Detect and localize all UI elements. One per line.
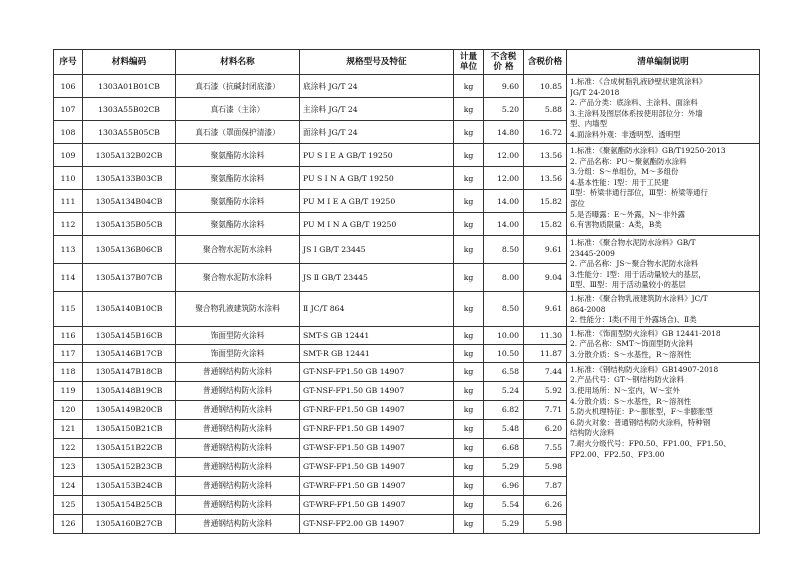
row-pre-tax-price: 8.50 [484, 236, 524, 264]
row-pre-tax-price: 14.80 [484, 121, 524, 144]
row-spec: SMT-R GB 12441 [300, 344, 454, 362]
row-material-code: 1305A137B07CB [83, 263, 176, 291]
row-material-code: 1305A151B22CB [83, 438, 176, 457]
note-line: 2. 产品名称：SMT～饰面型防火涂料 [570, 339, 694, 349]
row-seq: 115 [54, 291, 83, 326]
row-pre-tax-price: 12.00 [484, 167, 524, 190]
row-unit: kg [454, 167, 484, 190]
row-material-code: 1305A150B21CB [83, 419, 176, 438]
row-material-name: 普通钢结构防火涂料 [176, 381, 300, 400]
note-line: 1.标准：《合成树脂乳液砂壁状建筑涂料》 [570, 77, 707, 86]
row-material-name: 普通钢结构防火涂料 [176, 476, 300, 495]
row-spec: GT-WRF-FP1.50 GB 14907 [300, 495, 454, 514]
note-line: 4.基本性能：Ⅰ型：用于工民建 [570, 177, 669, 187]
row-seq: 110 [54, 167, 83, 190]
row-material-code: 1305A152B23CB [83, 457, 176, 476]
row-tax-incl-price: 7.71 [524, 400, 567, 419]
row-seq: 124 [54, 476, 83, 495]
table-row [54, 291, 760, 326]
row-tax-incl-price: 10.85 [524, 75, 567, 98]
note-line: 2. 产品名称：JS～聚合物水泥防水涂料 [570, 259, 699, 269]
row-seq: 113 [54, 236, 83, 264]
row-spec: 主涂料 JG/T 24 [300, 98, 454, 121]
row-seq: 118 [54, 362, 83, 381]
row-tax-incl-price: 9.04 [524, 263, 567, 291]
row-material-code: 1305A136B06CB [83, 236, 176, 264]
row-unit: kg [454, 495, 484, 514]
row-spec: 面涂料 JG/T 24 [300, 121, 454, 144]
row-pre-tax-price: 5.24 [484, 381, 524, 400]
row-seq: 107 [54, 98, 83, 121]
row-unit: kg [454, 236, 484, 264]
row-material-name: 普通钢结构防火涂料 [176, 514, 300, 533]
note-cell-g3 [567, 236, 760, 292]
row-tax-incl-price: 5.98 [524, 514, 567, 533]
note-line: 2.产品代号：GT～钢结构防火涂料 [570, 375, 684, 385]
row-material-name: 普通钢结构防火涂料 [176, 438, 300, 457]
note-cell-g2 [567, 144, 760, 236]
row-material-name: 普通钢结构防火涂料 [176, 457, 300, 476]
note-line: 3.性能分：Ⅰ型：用于活动量较大的基层， [570, 269, 706, 279]
row-material-name: 饰面型防火涂料 [176, 344, 300, 362]
row-material-code: 1305A147B18CB [83, 362, 176, 381]
row-spec: JS Ⅱ GB/T 23445 [300, 263, 454, 291]
row-spec: PU M Ⅰ E A GB/T 19250 [300, 190, 454, 213]
note-line: 部位 [570, 198, 585, 208]
row-unit: kg [454, 190, 484, 213]
table-row [54, 236, 760, 264]
row-pre-tax-price: 12.00 [484, 144, 524, 167]
note-line: 4.分散介质：S～水基性，R～溶剂性 [570, 396, 692, 406]
row-tax-incl-price: 5.88 [524, 98, 567, 121]
row-pre-tax-price: 5.29 [484, 457, 524, 476]
row-material-code: 1305A160B27CB [83, 514, 176, 533]
row-spec: GT-NSF-FP1.50 GB 14907 [300, 381, 454, 400]
row-pre-tax-price: 10.00 [484, 326, 524, 344]
row-seq: 106 [54, 75, 83, 98]
note-line: 6.防火对象：普通钢结构防火涂料，特种钢 [570, 417, 711, 427]
row-material-name: 聚氨酯防水涂料 [176, 167, 300, 190]
row-seq: 119 [54, 381, 83, 400]
row-material-code: 1303A55B05CB [83, 121, 176, 144]
note-line: 3.主涂料及图层体系按使用部位分：外墙 [570, 108, 703, 118]
row-material-name: 聚合物水泥防水涂料 [176, 236, 300, 264]
header-tax-incl-price: 含税价格 [524, 50, 567, 75]
row-seq: 125 [54, 495, 83, 514]
note-line: Ⅱ型：桥梁非通行部位，Ⅲ型：桥梁等通行 [570, 188, 708, 198]
row-pre-tax-price: 6.68 [484, 438, 524, 457]
row-unit: kg [454, 344, 484, 362]
row-tax-incl-price: 13.56 [524, 167, 567, 190]
row-seq: 116 [54, 326, 83, 344]
row-pre-tax-price: 5.29 [484, 514, 524, 533]
row-unit: kg [454, 98, 484, 121]
row-material-code: 1305A140B10CB [83, 291, 176, 326]
header-code: 材料编码 [83, 50, 176, 75]
table-row [54, 144, 760, 167]
note-line: 3.分散介质：S～水基性，R～溶剂性 [570, 349, 692, 359]
row-pre-tax-price: 8.00 [484, 263, 524, 291]
row-spec: JS Ⅰ GB/T 23445 [300, 236, 454, 264]
row-spec: PU S Ⅰ N A GB/T 19250 [300, 167, 454, 190]
row-material-code: 1305A145B16CB [83, 326, 176, 344]
note-line: 2. 产品分类：底涂料、主涂料、面涂料 [570, 98, 698, 108]
header-pre-tax-price: 不含税 价 格 [484, 50, 524, 75]
row-material-name: 聚氨酯防水涂料 [176, 190, 300, 213]
row-tax-incl-price: 9.61 [524, 236, 567, 264]
row-material-code: 1305A133B03CB [83, 167, 176, 190]
row-material-code: 1303A55B02CB [83, 98, 176, 121]
row-spec: GT-NSF-FP2.00 GB 14907 [300, 514, 454, 533]
note-cell-g1 [567, 75, 760, 144]
row-pre-tax-price: 8.50 [484, 291, 524, 326]
row-pre-tax-price: 6.58 [484, 362, 524, 381]
row-unit: kg [454, 438, 484, 457]
row-tax-incl-price: 15.82 [524, 213, 567, 236]
row-tax-incl-price: 6.20 [524, 419, 567, 438]
row-spec: GT-WRF-FP1.50 GB 14907 [300, 476, 454, 495]
row-seq: 109 [54, 144, 83, 167]
material-price-table [53, 49, 760, 534]
note-line: 5.防火机理特征：P～膨胀型，F～非膨胀型 [570, 407, 713, 417]
row-pre-tax-price: 10.50 [484, 344, 524, 362]
row-material-code: 1303A01B01CB [83, 75, 176, 98]
row-material-code: 1305A146B17CB [83, 344, 176, 362]
note-line: 3.使用场所：N～室内，W～室外 [570, 385, 680, 395]
note-cell-g6 [567, 362, 760, 533]
row-spec: SMT-S GB 12441 [300, 326, 454, 344]
row-material-name: 聚氨酯防水涂料 [176, 144, 300, 167]
note-line: 1.标准：《聚氨酯防水涂料》GB/T19250-2013 [570, 146, 726, 155]
note-line: 1.标准：《饰面型防火涂料》GB 12441-2018 [570, 328, 721, 338]
row-material-name: 饰面型防火涂料 [176, 326, 300, 344]
row-unit: kg [454, 326, 484, 344]
row-unit: kg [454, 362, 484, 381]
row-material-code: 1305A148B19CB [83, 381, 176, 400]
note-cell-g4 [567, 291, 760, 326]
row-material-name: 聚合物水泥防水涂料 [176, 263, 300, 291]
note-line: 2. 性能分：Ⅰ类(不用于外露场合)、Ⅱ类 [570, 315, 697, 325]
row-spec: PU S Ⅰ E A GB/T 19250 [300, 144, 454, 167]
row-tax-incl-price: 6.26 [524, 495, 567, 514]
row-material-code: 1305A135B05CB [83, 213, 176, 236]
table-row [54, 326, 760, 344]
row-seq: 126 [54, 514, 83, 533]
row-tax-incl-price: 7.44 [524, 362, 567, 381]
note-line: 23445-2009 [570, 248, 615, 258]
row-tax-incl-price: 16.72 [524, 121, 567, 144]
row-unit: kg [454, 263, 484, 291]
row-spec: 底涂料 JG/T 24 [300, 75, 454, 98]
row-tax-incl-price: 9.61 [524, 291, 567, 326]
header-note: 清单编制说明 [567, 50, 760, 75]
row-seq: 120 [54, 400, 83, 419]
row-pre-tax-price: 9.60 [484, 75, 524, 98]
row-material-name: 真石漆（抗碱封闭底漆） [176, 75, 300, 98]
row-pre-tax-price: 14.00 [484, 213, 524, 236]
row-seq: 117 [54, 344, 83, 362]
row-material-code: 1305A134B04CB [83, 190, 176, 213]
row-spec: GT-WSF-FP1.50 GB 14907 [300, 438, 454, 457]
row-tax-incl-price: 11.87 [524, 344, 567, 362]
row-seq: 121 [54, 419, 83, 438]
row-unit: kg [454, 419, 484, 438]
row-material-name: 普通钢结构防火涂料 [176, 400, 300, 419]
row-pre-tax-price: 6.82 [484, 400, 524, 419]
row-seq: 122 [54, 438, 83, 457]
row-unit: kg [454, 381, 484, 400]
note-line: 1.标准：《聚合物乳液建筑防水涂料》JC/T [570, 293, 708, 303]
row-material-code: 1305A132B02CB [83, 144, 176, 167]
row-unit: kg [454, 121, 484, 144]
row-material-code: 1305A154B25CB [83, 495, 176, 514]
row-tax-incl-price: 11.30 [524, 326, 567, 344]
note-line: 5.是否曝露：E～外露，N～非外露 [570, 209, 685, 219]
note-line: 864-2008 [570, 304, 606, 314]
row-pre-tax-price: 6.96 [484, 476, 524, 495]
row-unit: kg [454, 457, 484, 476]
row-material-name: 真石漆（罩面保护清漆） [176, 121, 300, 144]
row-unit: kg [454, 75, 484, 98]
note-line: 1.标准：《聚合物水泥防水涂料》GB/T [570, 238, 696, 247]
row-tax-incl-price: 7.87 [524, 476, 567, 495]
row-material-name: 聚氨酯防水涂料 [176, 213, 300, 236]
row-material-code: 1305A149B20CB [83, 400, 176, 419]
row-unit: kg [454, 476, 484, 495]
row-pre-tax-price: 5.54 [484, 495, 524, 514]
row-tax-incl-price: 5.92 [524, 381, 567, 400]
note-line: 2. 产品名称：PU～聚氨酯防水涂料 [570, 156, 687, 166]
row-spec: GT-NSF-FP1.50 GB 14907 [300, 362, 454, 381]
row-spec: GT-NRF-FP1.50 GB 14907 [300, 400, 454, 419]
row-material-name: 聚合物乳液建筑防水涂料 [176, 291, 300, 326]
row-material-code: 1305A153B24CB [83, 476, 176, 495]
row-unit: kg [454, 144, 484, 167]
row-material-name: 真石漆（主涂） [176, 98, 300, 121]
row-tax-incl-price: 15.82 [524, 190, 567, 213]
note-line: Ⅱ型、Ⅲ型：用于活动量较小的基层 [570, 280, 686, 290]
table-row [54, 75, 760, 98]
header-unit: 计量 单位 [454, 50, 484, 75]
note-line: FP2.00、FP2.50、FP3.00 [570, 449, 665, 459]
note-line: 3.分组：S～单组份，M～多组份 [570, 167, 679, 177]
row-tax-incl-price: 7.55 [524, 438, 567, 457]
row-unit: kg [454, 213, 484, 236]
note-line: 6.有害物质限量：A类，B类 [570, 220, 662, 230]
row-seq: 108 [54, 121, 83, 144]
header-seq: 序号 [54, 50, 83, 75]
note-line: 结构防火涂料 [570, 428, 615, 438]
row-seq: 123 [54, 457, 83, 476]
table-row [54, 362, 760, 381]
row-spec: Ⅱ JC/T 864 [300, 291, 454, 326]
row-spec: PU M Ⅰ N A GB/T 19250 [300, 213, 454, 236]
row-unit: kg [454, 400, 484, 419]
row-material-name: 普通钢结构防火涂料 [176, 362, 300, 381]
row-pre-tax-price: 5.48 [484, 419, 524, 438]
note-line: 1.标准：《钢结构防火涂料》GB14907-2018 [570, 364, 719, 374]
row-tax-incl-price: 5.98 [524, 457, 567, 476]
row-tax-incl-price: 13.56 [524, 144, 567, 167]
row-unit: kg [454, 514, 484, 533]
note-cell-g5 [567, 326, 760, 362]
header-name: 材料名称 [176, 50, 300, 75]
note-line: 7.耐火分级代号：FP0.50、FP1.00、FP1.50、 [570, 438, 731, 448]
row-pre-tax-price: 5.20 [484, 98, 524, 121]
row-spec: GT-WSF-FP1.50 GB 14907 [300, 457, 454, 476]
row-unit: kg [454, 291, 484, 326]
header-row [54, 50, 760, 75]
note-line: JG/T 24-2018 [570, 87, 620, 97]
note-line: 4.面涂料外观：非透明型、透明型 [570, 129, 681, 139]
row-material-name: 普通钢结构防火涂料 [176, 419, 300, 438]
row-spec: GT-NRF-FP1.50 GB 14907 [300, 419, 454, 438]
row-material-name: 普通钢结构防火涂料 [176, 495, 300, 514]
row-seq: 114 [54, 263, 83, 291]
header-spec: 规格型号及特征 [300, 50, 454, 75]
row-seq: 112 [54, 213, 83, 236]
row-seq: 111 [54, 190, 83, 213]
row-pre-tax-price: 14.00 [484, 190, 524, 213]
note-line: 型、内墙型 [570, 119, 607, 129]
